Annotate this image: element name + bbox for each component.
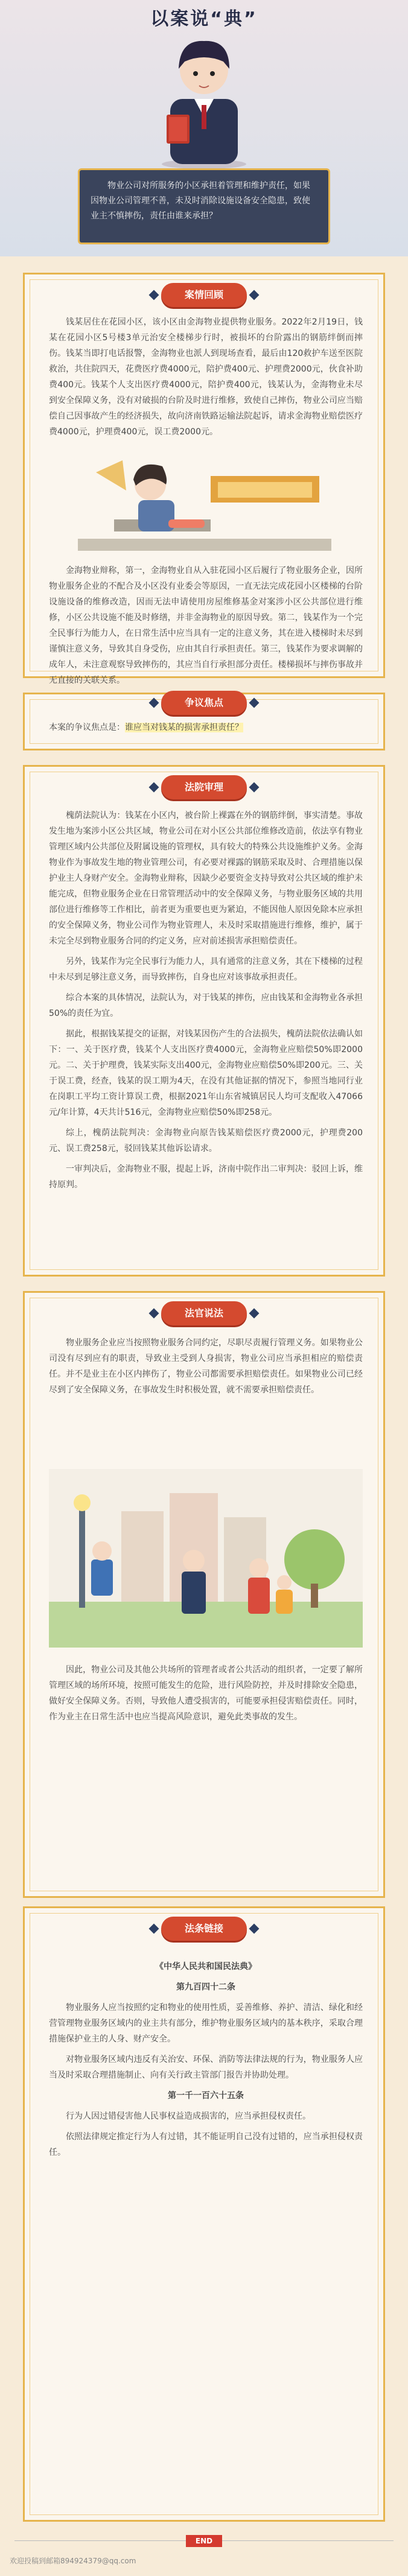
- dispute-label: 本案的争议焦点是：: [49, 723, 125, 732]
- judgment-paragraph-1: 槐荫法院认为：钱某在小区内，被台阶上裸露在外的钢筋绊倒，事实清楚。事故发生地为案涉小区公共区域，物业公司在对小区公共部位维修改造前，依法享有物业管理区域内公共部位及附属设施的管理权，具有较大的特殊公共设施维护义务。金海物业作为事故发生地的物业管理公司，有必要对裸露的钢筋采取及时、合理措施以保护业主人身财产安全。金海物业辩称，因缺少必要资金支持导致对公共区域的维护未能完成，但物业服务企业在日常管理活动中的安全保障义务，与物业服务区域的共用部位进行维修等工作相比，前者更为重要也更为紧迫，不能因他人原因免除本应承担的安全保障义务，物业公司作为物业管理人，未及时采取措施进行维修，维护，属于未完全尽到物业服务合同的约定义务，应对前述损害承担赔偿责任。: [49, 811, 363, 946]
- judgment-paragraph-2: 另外，钱某作为完全民事行为能力人，具有通常的注意义务，其在下楼梯的过程中未尽到足够注意义务，而导致摔伤，自身也应对该事故承担责任。: [49, 957, 363, 982]
- community-illustration: [49, 1469, 363, 1648]
- lesson-paragraph-1: 物业服务企业应当按照物业服务合同约定，尽职尽责履行管理义务。如果物业公司没有尽到应有的职责，导致业主受到人身损害，物业公司应当承担相应的赔偿责任。并不是业主在小区内摔伤了，物业公司都需要承担赔偿责任。如果物业公司已经尽到了安全保障义务，在事故发生时积极处置，就不需要承担赔偿责任。: [49, 1338, 363, 1395]
- intro-text: 物业公司对所服务的小区承担着管理和维护责任，如果因物业公司管理不善，未及时消除设施设备安全隐患，致使业主不慎摔伤，责任由谁来承担？: [91, 181, 310, 221]
- judge-illustration: [156, 27, 252, 169]
- case-paragraph-1: 钱某居住在花园小区，该小区由金海物业提供物业服务。2022年2月19日，钱某在花园小区5号楼3单元治安全楼梯步行时，被损坏的台阶露出的钢筋绊倒而摔伤。钱某当即打电话报警，金海物业也派人到现场查看，最后由120救护车送至医院救治，共住院四天，花费医疗费4000元，陪护费400元、护理费2000元，伙食补助费400元。钱某个人支出医疗费4000元，陪护费400元，钱某认为，金海物业未尽到安全保障义务，没有对破损的台阶及时进行维修，致使自己摔伤，物业公司应当赔偿自己因事故产生的经济损失，故向济南铁路运输法院起诉，请求金海物业赔偿医疗费4000元，护理费400元，误工费2000元。: [49, 317, 363, 437]
- law-article-2-para-2: 依照法律规定推定行为人有过错，其不能证明自己没有过错的，应当承担侵权责任。: [49, 2132, 363, 2157]
- judgment-paragraph-6: 一审判决后，金海物业不服，提起上诉，济南中院作出二审判决：驳回上诉，维持原判。: [49, 1164, 363, 1190]
- end-divider: [0, 2534, 408, 2548]
- law-article-2: 第一千一百六十五条: [168, 2091, 244, 2101]
- lesson-badge: 法官说法: [161, 1301, 247, 1325]
- judgment-badge: 法院审理: [161, 775, 247, 799]
- law-article-2-para-1: 行为人因过错侵害他人民事权益造成损害的，应当承担侵权责任。: [66, 2111, 311, 2121]
- end-tag: END: [186, 2535, 222, 2547]
- lesson-paragraph-2: 因此，物业公司及其他公共场所的管理者或者公共活动的组织者，一定要了解所管理区域的场所环境，按照可能发生的危险，进行风险防控，并及时排除安全隐患，做好安全保障义务。否则，导致他人遭受损害的，可能要承担侵害赔偿责任。同时，作为业主在日常生活中也应当提高风险意识，避免此类事故的发生。: [49, 1665, 363, 1722]
- law-article-1-para-1: 物业服务人应当按照约定和物业的使用性质，妥善维修、养护、清洁、绿化和经营管理物业服务区域内的业主共有部分，维护物业服务区域内的基本秩序，采取合理措施保护业主的人身、财产安全。: [49, 2003, 363, 2044]
- law-card: [23, 1906, 385, 2522]
- judgment-card: [23, 765, 385, 1277]
- judgment-paragraph-5: 综上，槐荫法院判决：金海物业向原告钱某赔偿医疗费2000元，护理费200元、误工费258元，驳回钱某其他诉讼请求。: [49, 1128, 363, 1153]
- dispute-focus: 谁应当对钱某的损害承担责任？: [125, 723, 243, 732]
- lesson-card: [23, 1291, 385, 1898]
- judgment-paragraph-3: 综合本案的具体情况，法院认为，对于钱某的摔伤，应由钱某和金海物业各承担50%的责任为宜。: [49, 993, 363, 1018]
- lesson-text-2: [49, 1662, 363, 1730]
- case-badge: 案情回顾: [161, 283, 247, 307]
- law-code-title: 《中华人民共和国民法典》: [155, 1962, 257, 1972]
- case-text-2: [49, 563, 363, 693]
- footer-email: 欢迎投稿到邮箱894924379@qq.com: [10, 2557, 136, 2565]
- dispute-badge: 争议焦点: [161, 691, 247, 715]
- law-badge: 法条链接: [161, 1917, 247, 1941]
- page-title: 以案说“典”: [150, 8, 258, 30]
- case-card: [23, 273, 385, 685]
- intro-box: [80, 170, 328, 243]
- case-text-1: [49, 314, 363, 445]
- case-paragraph-2: 金海物业辩称，第一，金海物业自从入驻花园小区后履行了物业服务企业，因所物业服务企业的不配合及小区没有业委会等原因，一直无法完成花园小区楼梯的台阶设施设备的维修改造，因而无法申请使用房屋维修基金对案涉小区公共部位进行维修，小区公共设施不能及时修缮，并非金海物业的原因导致。第二，钱某作为一个完全民事行为能力人，在日常生活中应当具有一定的注意义务，其在进入楼梯时未尽到谨慎注意义务，导致其自身受伤，应由其自行承担责任。第三，钱某作为要求调解的成年人，未注意观察导致摔伤的，其应当自行承担部分责任。楼梯损坏与摔伤事故并无直接的关联关系。: [49, 566, 363, 685]
- law-text: [49, 1954, 363, 2165]
- hero-banner: [0, 0, 408, 256]
- dispute-text: [49, 720, 363, 735]
- law-article-1: 第九百四十二条: [176, 1982, 235, 1992]
- judgment-paragraph-4: 据此，根据钱某提交的证据，对钱某因伤产生的合法损失，槐荫法院依法确认如下：一、关于医疗费，钱某个人支出医疗费4000元，金海物业应赔偿50%即2000元。二、关于护理费，钱某实际支出400元，金海物业应赔偿50%即200元。三、关于误工费，经查，钱某的误工期为4天，在没有其他证据的情况下，参照当地同行业在岗职工平均工资计算误工费，根据2021年山东省城镇居民人均可支配收入47066元/年计算，4天共计516元，金海物业应赔偿50%即258元。: [49, 1029, 363, 1117]
- dispute-card: [23, 693, 385, 750]
- judgment-text: [49, 808, 363, 1198]
- fall-illustration: [78, 448, 331, 557]
- law-article-1-para-2: 对物业服务区域内违反有关治安、环保、消防等法律法规的行为，物业服务人应当及时采取合理措施制止、向有关行政主管部门报告并协助处理。: [49, 2055, 363, 2080]
- lesson-text-1: [49, 1335, 363, 1403]
